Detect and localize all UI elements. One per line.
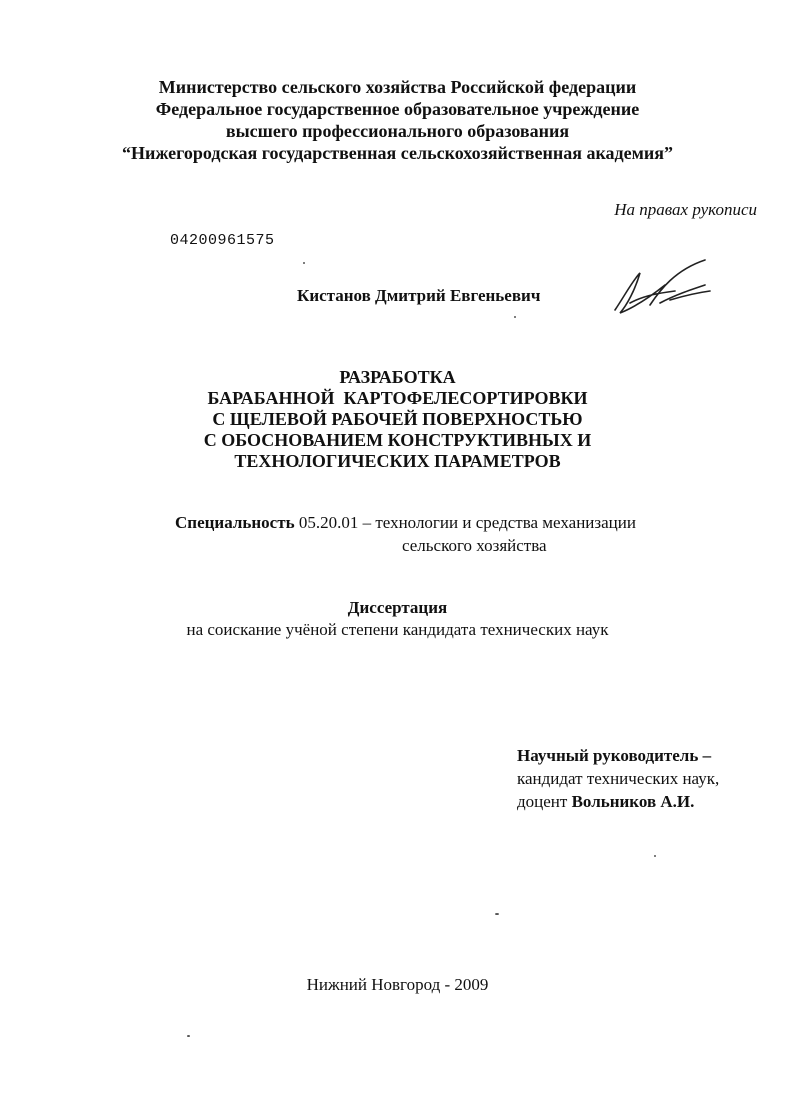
specialty-line-2: сельского хозяйства — [402, 536, 547, 555]
title-line-1: РАЗРАБОТКА — [339, 367, 456, 387]
manuscript-note: На правах рукописи — [614, 200, 757, 219]
header-line-2: Федеральное государственное образовательное учреждение — [155, 99, 640, 119]
city-year: Нижний Новгород - 2009 — [306, 975, 489, 994]
supervisor-block — [517, 744, 719, 813]
header-line-4: “Нижегородская государственная сельскохозяйственная академия” — [121, 143, 674, 163]
header-line-3: высшего профессионального образования — [225, 121, 570, 141]
catalog-code: 04200961575 — [170, 232, 275, 249]
dissertation-title — [0, 367, 795, 472]
scan-speck — [654, 855, 656, 857]
specialty-label: Специальность — [175, 513, 295, 532]
supervisor-label: Научный руководитель – — [517, 746, 712, 765]
specialty-line — [175, 513, 636, 533]
title-line-3: С ЩЕЛЕВОЙ РАБОЧЕЙ ПОВЕРХНОСТЬЮ — [212, 409, 583, 429]
supervisor-rank: доцент — [517, 792, 572, 811]
author-signature — [605, 255, 715, 325]
scan-speck — [514, 316, 516, 318]
title-line-4: С ОБОСНОВАНИЕМ КОНСТРУКТИВНЫХ И — [203, 430, 592, 450]
scan-speck — [495, 913, 499, 915]
author-name: Кистанов Дмитрий Евгеньевич — [297, 286, 541, 305]
supervisor-degree: кандидат технических наук, — [517, 769, 720, 788]
title-line-2: БАРАБАННОЙ КАРТОФЕЛЕСОРТИРОВКИ — [207, 388, 588, 408]
specialty-code: 05.20.01 – технологии и средства механизации — [294, 513, 636, 532]
title-line-5: ТЕХНОЛОГИЧЕСКИХ ПАРАМЕТРОВ — [234, 451, 561, 471]
dissertation-subtitle: на соискание учёной степени кандидата технических наук — [186, 620, 609, 639]
header-line-1: Министерство сельского хозяйства Российской федерации — [158, 77, 637, 97]
scan-speck — [187, 1035, 190, 1037]
scan-speck — [303, 262, 305, 264]
supervisor-name: Вольников А.И. — [571, 792, 695, 811]
dissertation-heading: Диссертация — [347, 598, 448, 617]
institution-header — [0, 76, 795, 164]
supervisor-rank-line — [517, 790, 719, 813]
